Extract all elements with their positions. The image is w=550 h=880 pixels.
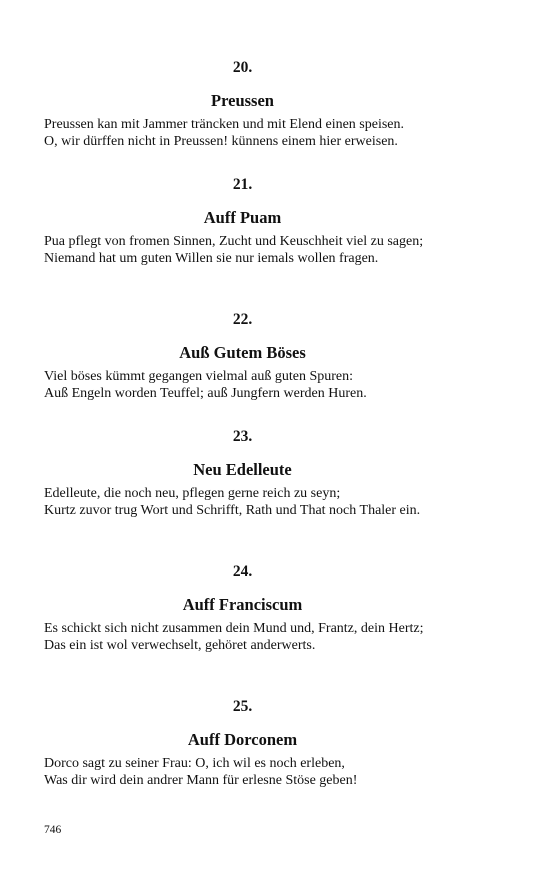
epigram-23 [44, 427, 441, 519]
epigram-number: 20. [232, 59, 253, 76]
epigram-verse [44, 233, 441, 267]
epigram-verse [44, 485, 441, 519]
page-text-block [44, 0, 441, 880]
epigram-number: 25. [232, 698, 253, 715]
verse-line: Niemand hat um guten Willen sie nur iemals wollen fragen. [44, 251, 379, 266]
verse-line: Was dir wird dein andrer Mann für erlesne Stöse geben! [44, 773, 358, 788]
epigram-title: Auff Dorconem [187, 730, 298, 749]
verse-line: Edelleute, die noch neu, pflegen gerne reich zu seyn; [44, 486, 341, 501]
verse-line: Pua pflegt von fromen Sinnen, Zucht und Keuschheit viel zu sagen; [44, 234, 424, 249]
verse-line: Auß Engeln worden Teuffel; auß Jungfern werden Huren. [44, 386, 367, 401]
epigram-title: Preussen [211, 91, 274, 110]
verse-line: Viel böses kümmt gegangen vielmal auß guten Spuren: [44, 369, 354, 384]
verse-line: Dorco sagt zu seiner Frau: O, ich wil es noch erleben, [44, 756, 345, 771]
epigram-number: 21. [232, 176, 253, 193]
epigram-21 [44, 175, 441, 267]
epigram-verse [44, 755, 441, 789]
epigram-20 [44, 58, 441, 150]
epigram-number: 22. [232, 311, 253, 328]
verse-line: Preussen kan mit Jammer träncken und mit Elend einen speisen. [44, 117, 405, 132]
verse-line: Das ein ist wol verwechselt, gehöret anderwerts. [44, 638, 316, 653]
epigram-number: 23. [232, 428, 253, 445]
epigram-title: Auff Puam [203, 208, 282, 227]
verse-line: O, wir dürffen nicht in Preussen! künnens einem hier erweisen. [44, 134, 398, 149]
epigram-25 [44, 697, 441, 789]
epigram-title: Auff Franciscum [182, 595, 303, 614]
epigram-verse [44, 368, 441, 402]
epigram-24 [44, 562, 441, 654]
epigram-verse [44, 116, 441, 150]
epigram-title: Neu Edelleute [193, 460, 292, 479]
epigram-22 [44, 310, 441, 402]
verse-line: Kurtz zuvor trug Wort und Schrifft, Rath und That noch Thaler ein. [44, 503, 421, 518]
epigram-verse [44, 620, 441, 654]
epigram-number: 24. [232, 563, 253, 580]
epigram-title: Auß Gutem Böses [179, 343, 306, 362]
page-number: 746 [44, 824, 62, 836]
verse-line: Es schickt sich nicht zusammen dein Mund und, Frantz, dein Hertz; [44, 621, 424, 636]
